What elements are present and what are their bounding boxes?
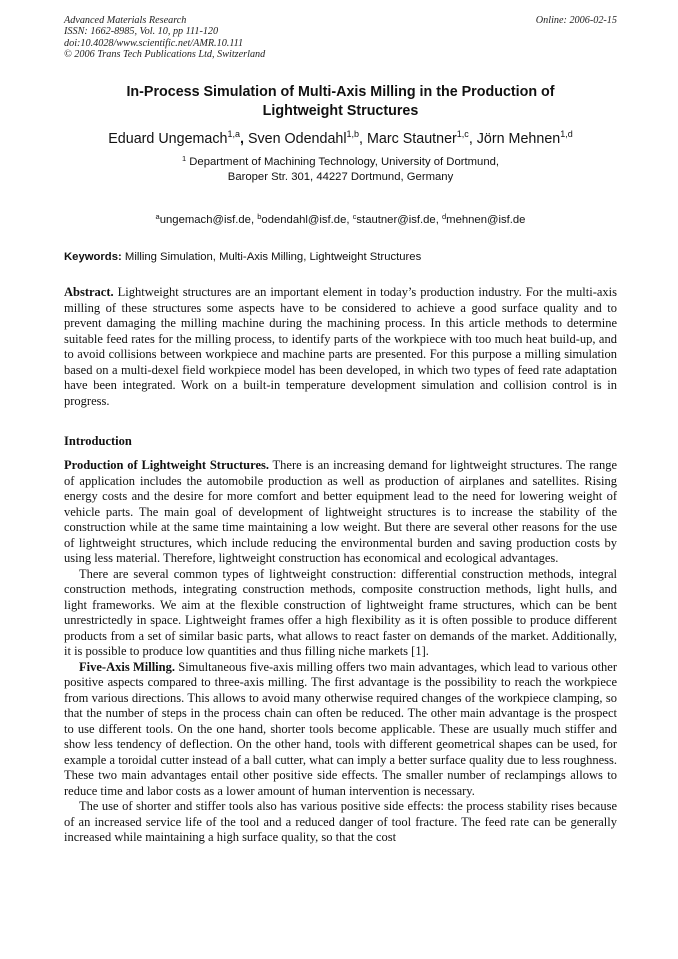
author-affil-mark: 1,a — [227, 129, 240, 139]
abstract-text: Lightweight structures are an important element in today’s production industry. For the multi-axis milling of these structures some aspects have to be considered to achieve a good surface quality and to prevent damaging the milling machine during the machining process. In this article methods to determine suitable feed rates for the milling process, to identify parts of the workpiece with too much heat build-up, and to avoid collisions between workpiece and machine parts are presented. For this purpose a milling simulation based on a multi-dexel field workpiece model has been developed, in which two types of feed rate adaptation have been integrated. Work on a built-in temperature development simulation and collision control is in progress. — [64, 285, 617, 408]
author-name: Marc Stautner — [367, 131, 457, 147]
author-separator: , — [468, 131, 477, 147]
email-mark: a — [155, 212, 160, 221]
author-emails — [64, 213, 617, 228]
paper-title — [64, 83, 617, 121]
email-address: odendahl@isf.de, — [261, 214, 353, 226]
keywords — [64, 250, 617, 265]
journal-header — [64, 15, 617, 61]
online-date: Online: 2006-02-15 — [535, 15, 617, 26]
keywords-text: Milling Simulation, Multi-Axis Milling, Lightweight Structures — [121, 251, 422, 263]
author-affil-mark: 1,b — [346, 129, 360, 139]
author-separator: , — [240, 131, 248, 147]
title-line-1: In-Process Simulation of Multi-Axis Milling in the Production of — [126, 84, 555, 100]
author-affil-mark: 1,d — [560, 129, 573, 139]
paragraph-lead: Production of Lightweight Structures. — [64, 458, 269, 472]
affiliation — [64, 155, 617, 185]
email-mark: d — [441, 212, 447, 221]
paragraph — [64, 458, 617, 567]
paragraph-lead: Five-Axis Milling. — [79, 659, 175, 674]
keywords-label: Keywords: — [64, 251, 122, 263]
issn-line: ISSN: 1662-8985, Vol. 10, pp 111-120 — [64, 26, 219, 38]
paragraph-text: There are several common types of lightweight construction: differential construction methods, integral construction methods, integrating construction methods, composite construction methods, light hulls, and light frameworks. We aim at the flexible construction of lightweight frame structures, which can be bent unrestrictedly in space. Lightweight frames offer a high flexibility as it is often possible to produce different products from a set of similar basic parts, what allows to react faster on demands of the market. Additionally, it is possible to produce low quantities and thus filling niche markets [1]. — [64, 566, 617, 658]
paragraph-text: The use of shorter and stiffer tools also has various positive side effects: the process stability rises because of an increased service life of the tool and a reduced danger of tool fracture. The feed rate can be generally increased while maintaining a high surface quality, so that the cost — [64, 799, 617, 844]
paragraph-text: Simultaneous five-axis milling offers two main advantages, which lead to various other positive aspects compared to three-axis milling. The first advantage is the possibility to reach the workpiece from various directions. This allows to avoid many otherwise required changes of the workpiece clamping, so that the number of steps in the process chain can often be reduced. The other main advantage is the prospect to use different tools. On the one hand, shorter tools become applicable. These are usually much stiffer and show less tendency of deflection. On the other hand, tools with different geometrical shapes can be used, for example a toroidal cutter instead of a ball cutter, what can imply a better surface quality due to less roughness. These two main advantages entail other positive side effects. The smaller number of reclampings allows to reduce time and labor costs as a lower amount of human intervention is necessary. — [64, 659, 618, 798]
author-affil-mark: 1,c — [456, 129, 469, 139]
email-mark: b — [257, 212, 262, 221]
title-line-2: Lightweight Structures — [262, 103, 419, 119]
doi-line: doi:10.4028/www.scientific.net/AMR.10.111 — [64, 37, 244, 49]
paragraph — [64, 660, 617, 800]
affiliation-mark: 1 — [181, 154, 187, 163]
author-name: Eduard Ungemach — [108, 131, 228, 147]
author-separator: , — [359, 131, 367, 147]
paragraph-text: There is an increasing demand for lightweight structures. The range of application includes the automobile production as well as production of airplanes and satellites. Rising energy costs and the desire for more comfort and better equipment lead to the need for lowering weight of vehicle parts. The main goal of development of lightweight structures is to increase the stability of the construction while at the same time maintaining a low weight. But there are several other reasons for the use of lightweight structures, which include reducing the environmental burden and saving production costs by using less material. Therefore, lightweight construction has economical and ecological advantages. — [64, 458, 617, 565]
author-list — [64, 130, 617, 148]
journal-name: Advanced Materials Research — [64, 15, 187, 26]
author-name: Jörn Mehnen — [476, 131, 561, 147]
introduction-body — [64, 458, 617, 846]
email-address: ungemach@isf.de, — [159, 214, 258, 226]
email-address: stautner@isf.de, — [356, 214, 442, 226]
abstract — [64, 285, 617, 409]
paragraph — [64, 567, 617, 660]
author-name: Sven Odendahl — [247, 131, 347, 147]
email-mark: c — [352, 212, 357, 221]
section-heading-introduction: Introduction — [64, 434, 132, 448]
email-address: mehnen@isf.de — [446, 214, 526, 226]
copyright-line: © 2006 Trans Tech Publications Ltd, Switzerland — [64, 49, 266, 61]
paragraph — [64, 799, 617, 846]
affiliation-line-1: Department of Machining Technology, University of Dortmund, — [189, 156, 500, 168]
abstract-label: Abstract. — [64, 285, 114, 299]
affiliation-line-2: Baroper Str. 301, 44227 Dortmund, Germany — [227, 171, 454, 183]
